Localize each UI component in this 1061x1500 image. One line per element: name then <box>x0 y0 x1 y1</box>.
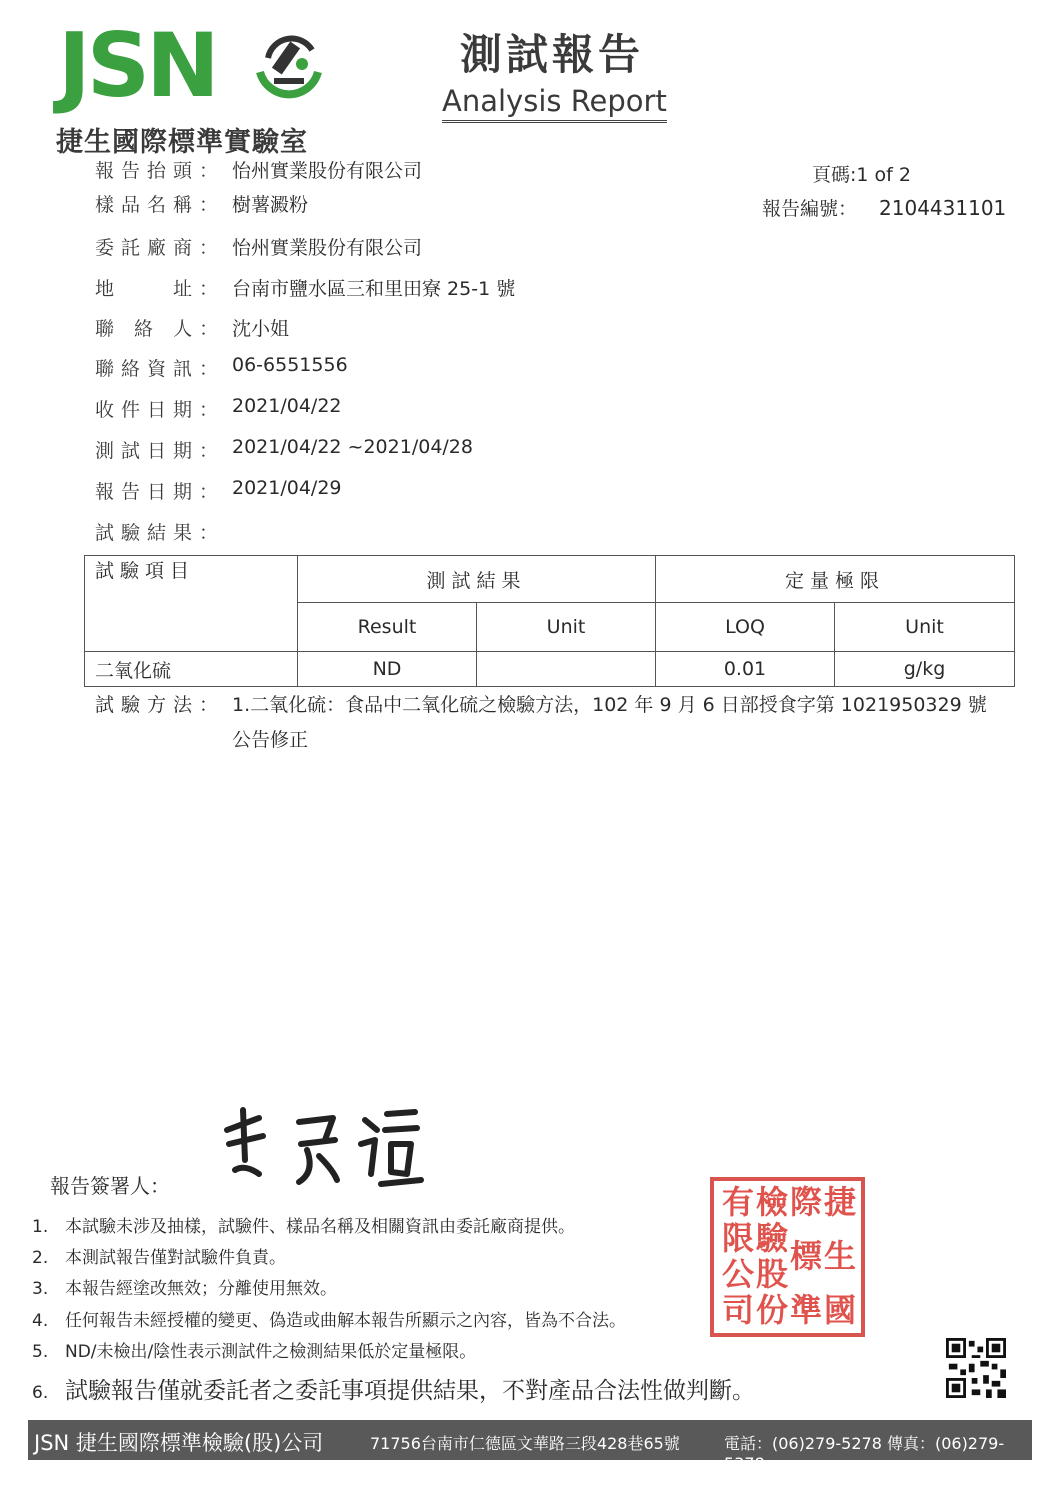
note-item: 6. 試驗報告僅就委託者之委託事項提供結果，不對產品合法性做判斷。 <box>32 1378 755 1404</box>
cell-result: ND <box>298 652 477 687</box>
field-client: 委託廠商： 怡州實業股份有限公司 <box>95 237 423 259</box>
note-item: 4. 任何報告未經授權的變更、偽造或曲解本報告所顯示之內容，皆為不合法。 <box>32 1311 626 1331</box>
lab-name: 捷生國際標準實驗室 <box>56 127 308 158</box>
sub-result-header: Result <box>298 603 477 652</box>
col-test-result-header: 測試結果 <box>298 556 656 603</box>
col-item-header: 試驗項目 <box>85 556 298 652</box>
microscope-emblem-icon <box>250 28 328 106</box>
handwritten-signature <box>215 1100 425 1190</box>
cell-item: 二氧化硫 <box>85 652 298 687</box>
test-method-line2: 公告修正 <box>232 729 309 751</box>
note-item: 3. 本報告經塗改無效；分離使用無效。 <box>32 1279 337 1299</box>
cell-unit <box>477 652 656 687</box>
report-number-value: 2104431101 <box>879 196 1007 220</box>
note-item: 2. 本測試報告僅對試驗件負責。 <box>32 1248 286 1268</box>
field-report-header: 報告抬頭： 怡州實業股份有限公司 <box>95 160 423 182</box>
sub-unit-header: Unit <box>477 603 656 652</box>
field-address: 地 址： 台南市鹽水區三和里田寮 25-1 號 <box>95 278 516 300</box>
field-report-date: 報告日期： 2021/04/29 <box>95 477 342 503</box>
sub-loq-header: LOQ <box>656 603 835 652</box>
cell-loq: 0.01 <box>656 652 835 687</box>
logo-text: JSN <box>58 14 216 117</box>
report-number-label: 報告編號： <box>762 198 858 220</box>
field-sample-name: 樣品名稱： 樹薯澱粉 <box>95 194 309 216</box>
field-received-date: 收件日期： 2021/04/22 <box>95 395 342 421</box>
company-seal-stamp: 有 檢 際 捷 限 驗 標 生 公 股 司 份 準 國 <box>710 1177 865 1337</box>
test-method <box>95 690 987 717</box>
results-table <box>84 555 1015 687</box>
sub-unit2-header: Unit <box>835 603 1015 652</box>
footer-address: 71756台南市仁德區文華路三段428巷65號 <box>370 1434 680 1453</box>
col-limit-header: 定量極限 <box>656 556 1015 603</box>
report-title-en: Analysis Report <box>442 84 667 123</box>
note-item: 5. ND/未檢出/陰性表示測試件之檢測結果低於定量極限。 <box>32 1342 477 1362</box>
page-number: 頁碼:1 of 2 <box>812 164 911 186</box>
field-contact: 聯 絡 人： 沈小姐 <box>95 318 290 340</box>
report-title-cn: 測試報告 <box>460 30 645 79</box>
footer-phone: 電話：(06)279-5278 傳真：(06)279-5378 <box>724 1434 1005 1473</box>
footer-company: JSN 捷生國際標準檢驗(股)公司 <box>34 1431 324 1455</box>
note-item: 1. 本試驗未涉及抽樣，試驗件、樣品名稱及相關資訊由委託廠商提供。 <box>32 1217 575 1237</box>
cell-loq-unit: g/kg <box>835 652 1015 687</box>
test-method-label: 試驗方法： <box>95 694 226 716</box>
footer-bar <box>28 1420 1032 1473</box>
field-contact-info: 聯絡資訊： 06-6551556 <box>95 354 348 380</box>
field-test-result: 試驗結果： <box>95 522 226 544</box>
test-method-line1: 1.二氧化硫：食品中二氧化硫之檢驗方法，102 年 9 月 6 日部授食字第 1021950329 號 <box>232 694 987 716</box>
signer-label: 報告簽署人： <box>50 1174 170 1198</box>
table-row <box>85 652 1015 687</box>
qr-code-icon <box>946 1338 1006 1398</box>
field-test-date: 測試日期： 2021/04/22 ~2021/04/28 <box>95 436 473 462</box>
report-number <box>762 194 1006 221</box>
